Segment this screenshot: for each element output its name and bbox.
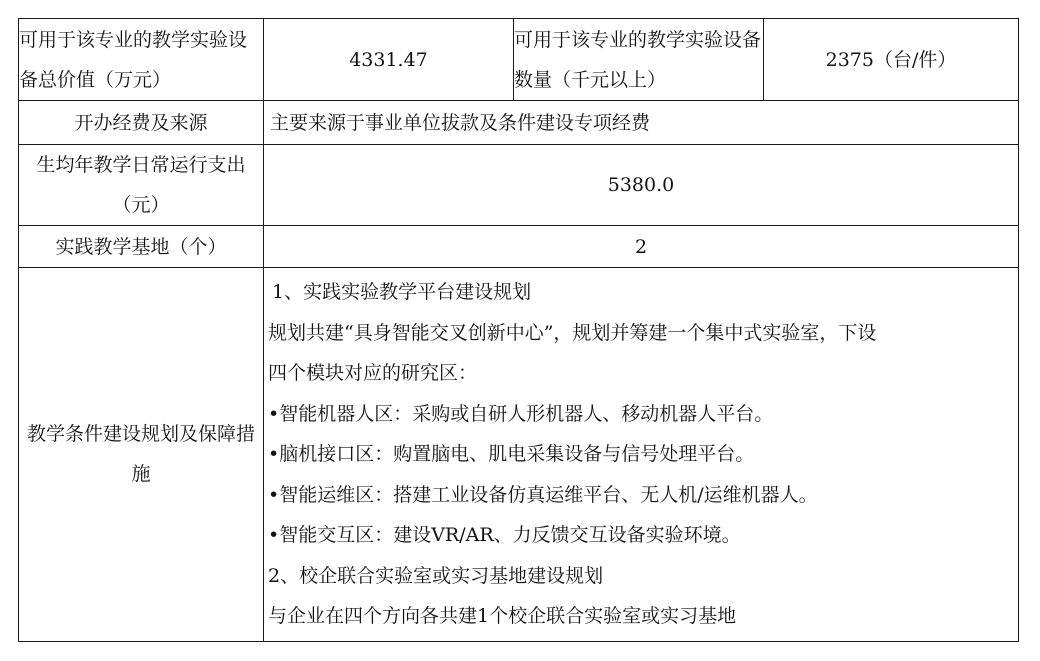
plan-line: •智能机器人区：采购或自研人形机器人、移动机器人平台。 (268, 402, 774, 425)
plan-line: 四个模块对应的研究区： (268, 362, 478, 384)
plan-label: 教学条件建设规划及保障措施 (19, 268, 264, 642)
practice-base-label: 实践教学基地（个） (19, 226, 264, 268)
table-row-equipment (19, 19, 1019, 101)
table-row-funding (19, 101, 1019, 145)
plan-line: •脑机接口区：购置脑电、肌电采集设备与信号处理平台。 (268, 443, 755, 465)
table-row-operating-cost (19, 145, 1019, 226)
operating-cost-value: 5380.0 (264, 145, 1019, 226)
plan-line: 规划共建“具身智能交叉创新中心”，规划并筹建一个集中式实验室，下设 (268, 321, 877, 344)
equipment-count-label: 可用于该专业的教学实验设备数量（千元以上） (514, 19, 764, 101)
table-row-plan (19, 268, 1019, 642)
funding-label: 开办经费及来源 (19, 101, 264, 145)
plan-line: 1、实践实验教学平台建设规划 (272, 281, 532, 303)
equipment-value: 4331.47 (264, 19, 514, 101)
operating-cost-label: 生均年教学日常运行支出（元） (19, 145, 264, 226)
plan-content (264, 268, 1019, 642)
plan-line: 与企业在四个方向各共建1个校企联合实验室或实习基地 (268, 605, 737, 627)
info-table (18, 18, 1019, 642)
plan-line: •智能交互区：建设VR/AR、力反馈交互设备实验环境。 (268, 524, 741, 546)
equipment-value-label: 可用于该专业的教学实验设备总价值（万元） (19, 19, 264, 101)
plan-line: •智能运维区：搭建工业设备仿真运维平台、无人机/运维机器人。 (268, 483, 818, 506)
equipment-count: 2375（台/件） (764, 19, 1019, 101)
practice-base-value: 2 (264, 226, 1019, 268)
funding-value: 主要来源于事业单位拔款及条件建设专项经费 (264, 101, 1019, 145)
plan-line: 2、校企联合实验室或实习基地建设规划 (268, 564, 604, 587)
table-row-practice-base (19, 226, 1019, 268)
